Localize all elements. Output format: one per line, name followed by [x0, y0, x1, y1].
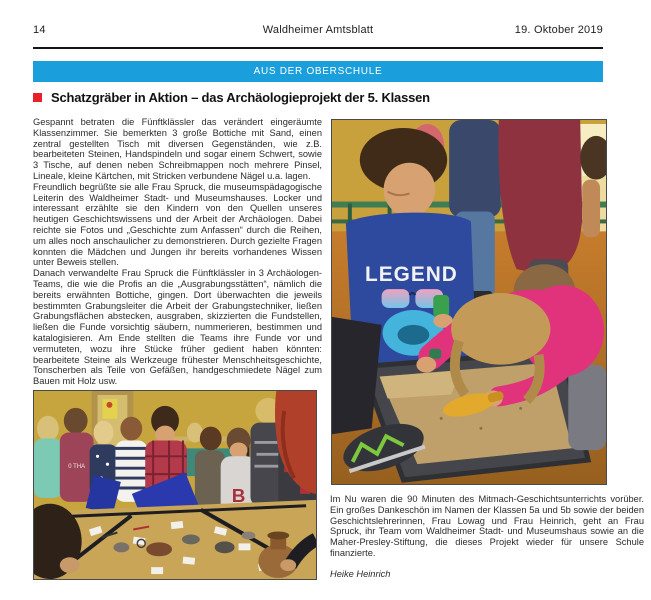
header-rule: [33, 47, 603, 49]
journal-title: Waldheimer Amtsblatt: [262, 24, 374, 36]
section-banner: [33, 61, 603, 82]
article-paragraph: Gespannt betraten die Fünftklässler das verändert eingeräumte Klassenzimmer. Sie bemerkten 3 große Bottiche mit Sand, einen zentral gestellten Tisch mit diversen Gegenständen, wie z.B. bearbeiteten Steinen, Handspindeln und sogar einem Schwert, sowie 3 Tische, auf denen neben Schreibmappen noch mehrere Pinsel, Lineale, kleine Kärtchen, mit Stricken verbundene Nägel u.a. lagen.: [33, 117, 322, 181]
article-paragraph: Freundlich begrüßte sie alle Frau Spruck, die museumspädagogische Leiterin des Waldheimer Stadt- und Museumshauses. Locker und interessant erzählte sie den Kindern von den Quellen unseres heutigen Geschichtswissens und der Arbeit der Archäologen. Dabei reichte sie Fotos und „Geschichte zum Anfassen“ durch die Reihen, um alles noch anschaulicher zu demonstrieren. Durch gezielte Fragen konnten die Mädchen und Jungen ihr bereits vorhandenes Wissen unter Beweis stellen.: [33, 181, 322, 268]
headline-bullet-icon: [33, 93, 42, 102]
article-closing-column: [330, 494, 644, 580]
page-number: 14: [33, 24, 46, 36]
article-body-column: [33, 117, 322, 387]
page-header: [33, 24, 603, 36]
section-banner-label: AUS DER OBERSCHULE: [253, 66, 383, 77]
article-paragraph: Danach verwandelte Frau Spruck die Fünftklässler in 3 Archäologen-Teams, die wie die Profis an die „Ausgrabungsstätten“, nämlich die bereits erwähnten Bottiche, gingen. Dort überwachten die jeweils bestimmten Grabungsleiter die Arbeit der Grabungstechniker, ließen Grabungsflächen abstecken, ausgraben, skizzierten die Fundstellen, ließen die Funde vorsichtig säubern, nummerieren, bestimmen und katalogisieren. Am Ende stellten die Teams ihre Funde vor und vermuteten, wozu ihre Stücke früher gedient haben könnten: bearbeitete Steine als Werkzeuge frühester Menschheitsgeschichte, Tonscherben als Teile von Gefäßen, handgeschmiedete Nägel zum Bauen mit Holz usw.: [33, 268, 322, 387]
article-headline-row: [33, 90, 613, 105]
photo-artifacts-table: [33, 390, 317, 580]
svg-text:0 THA: 0 THA: [68, 464, 86, 471]
article-closing-paragraph: Im Nu waren die 90 Minuten des Mitmach-Geschichtsunterrichts vorüber. Ein großes Dankeschön im Namen der Klassen 5a und 5b sowie der beiden Geschichtslehrerinnen, Frau Lowag und Frau Heinrich, geht an Frau Spruck, ihr Team vom Waldheimer Stadt- und Museumshaus sowie an die Maher-Presley-Stiftung, die dieses Projekt wieder für unsere Schule finanzierte.: [330, 494, 644, 558]
article-headline: Schatzgräber in Aktion – das Archäologieprojekt der 5. Klassen: [51, 90, 430, 105]
svg-text:LEGEND: LEGEND: [365, 263, 458, 287]
photo-sand-dig-illustration: [332, 120, 606, 484]
author-byline: Heike Heinrich: [330, 568, 391, 579]
issue-date: 19. Oktober 2019: [514, 24, 603, 36]
photo-artifacts-table-illustration: [34, 391, 316, 579]
svg-text:B: B: [231, 484, 246, 506]
photo-sand-dig: [331, 119, 607, 485]
